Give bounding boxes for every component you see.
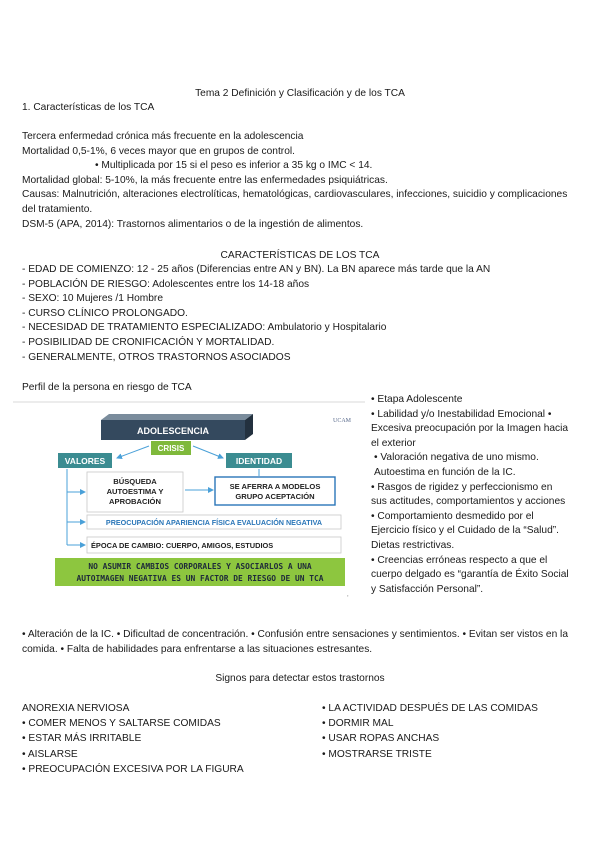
document-title: Tema 2 Definición y Clasificación y de los TCA	[195, 88, 405, 99]
arrow-to-identidad	[193, 446, 223, 458]
symptoms-paragraph: • Alteración de la IC. • Dificultad de concentración. • Confusión entre sensaciones y sentimientos. • Evitan ser vistos en la comida. • Falta de habilidades para enfrentarse a las situaciones estresantes.	[22, 629, 568, 655]
intro-line: DSM-5 (APA, 2014): Trastornos alimentarios o de la ingestión de alimentos.	[22, 218, 364, 230]
identidad-label: IDENTIDAD	[235, 456, 283, 466]
list-item: - POBLACIÓN DE RIESGO: Adolescentes entre los 14-18 años	[22, 278, 310, 290]
banner-line: AUTOIMAGEN NEGATIVA ES UN FACTOR DE RIESGO DE UN TCA	[76, 574, 324, 583]
sign-item: • AISLARSE	[22, 748, 78, 760]
corner-mark: ,	[347, 592, 349, 598]
intro-line: Tercera enfermedad crónica más frecuente en la adolescencia	[22, 131, 304, 142]
trait-item: • Rasgos de rigidez y perfeccionismo en sus actitudes, comportamientos y acciones	[371, 481, 566, 508]
ucam-logo: UCAM	[333, 418, 352, 424]
busqueda-line: APROBACIÓN	[109, 497, 161, 506]
list-item: - POSIBILIDAD DE CRONIFICACIÓN Y MORTALIDAD.	[22, 336, 275, 348]
adolescencia-label: ADOLESCENCIA	[136, 426, 210, 436]
trait-item: • Etapa Adolescente	[371, 394, 463, 405]
banner-line: NO ASUMIR CAMBIOS CORPORALES Y ASOCIARLOS A UNA	[88, 562, 312, 571]
sign-item: • MOSTRARSE TRISTE	[322, 748, 432, 760]
adolescencia-top	[101, 414, 253, 420]
sign-item: • ESTAR MÁS IRRITABLE	[22, 733, 142, 745]
risk-profile-diagram	[13, 400, 365, 608]
characteristics-list	[22, 263, 490, 365]
sign-item: • COMER MENOS Y SALTARSE COMIDAS	[22, 718, 221, 730]
list-item: - GENERALMENTE, OTROS TRASTORNOS ASOCIADOS	[22, 351, 291, 363]
trait-item: • Creencias erróneas respecto a que el cuerpo delgado es “garantía de Éxito Social y Satisfacción Personal”.	[371, 554, 569, 595]
trait-item: • Labilidad y/o Inestabilidad Emocional • Excesiva preocupación por la Imagen hacia el exterior	[371, 408, 569, 449]
trait-item: • Valoración negativa de uno mismo. Autoestima en función de la IC.	[374, 452, 539, 478]
signs-title: Signos para detectar estos trastornos	[215, 673, 385, 684]
busqueda-line: BÚSQUEDA	[113, 477, 157, 486]
list-item: - EDAD DE COMIENZO: 12 - 25 años (Diferencias entre AN y BN). La BN aparece más tarde que la AN	[22, 264, 491, 275]
sign-item: • LA ACTIVIDAD DESPUÉS DE LAS COMIDAS	[322, 703, 538, 714]
intro-line: Causas: Malnutrición, alteraciones electrolíticas, hematológicas, cardiovasculares, infecciones, suicidio y complicaciones del tratamiento.	[22, 189, 568, 215]
sign-item: • PREOCUPACIÓN EXCESIVA POR LA FIGURA	[22, 763, 244, 775]
aferra-line: SE AFERRA A MODELOS	[229, 482, 321, 491]
sign-item: ANOREXIA NERVIOSA	[22, 703, 130, 714]
list-item: - CURSO CLÍNICO PROLONGADO.	[22, 307, 188, 319]
aferra-line: GRUPO ACEPTACIÓN	[235, 492, 315, 501]
intro-line: Mortalidad global: 5-10%, la más frecuente entre las enfermedades psiquiátricas.	[22, 174, 388, 186]
intro-line: Mortalidad 0,5-1%, 6 veces mayor que en grupos de control.	[22, 145, 295, 157]
list-item: - NECESIDAD DE TRATAMIENTO ESPECIALIZADO: Ambulatorio y Hospitalario	[22, 322, 387, 334]
characteristics-title: CARACTERÍSTICAS DE LOS TCA	[220, 250, 380, 261]
preocupacion-label: PREOCUPACIÓN APARIENCIA FÍSICA EVALUACIÓN NEGATIVA	[105, 518, 323, 527]
profile-heading: Perfil de la persona en riesgo de TCA	[22, 382, 192, 393]
sign-item: • USAR ROPAS ANCHAS	[322, 733, 440, 745]
diagram-svg	[13, 400, 365, 608]
risk-traits-list	[371, 393, 571, 597]
list-item: - SEXO: 10 Mujeres /1 Hombre	[22, 293, 163, 305]
crisis-label: CRISIS	[157, 444, 185, 453]
signs-right-column	[322, 701, 538, 762]
busqueda-line: AUTOESTIMA Y	[106, 487, 164, 496]
section-heading: 1. Características de los TCA	[22, 102, 155, 113]
arrow-to-valores	[117, 446, 149, 458]
epoca-label: ÉPOCA DE CAMBIO: CUERPO, AMIGOS, ESTUDIOS	[91, 541, 274, 550]
intro-block	[22, 130, 582, 232]
valores-label: VALORES	[64, 456, 106, 466]
sign-item: • DORMIR MAL	[322, 718, 394, 730]
signs-left-column	[22, 701, 244, 777]
trait-item: • Comportamiento desmedido por el Ejercicio físico y el Cuidado de la “Salud”. Dietas restrictivas.	[371, 510, 559, 551]
intro-line: • Multiplicada por 15 si el peso es inferior a 35 kg o IMC < 14.	[95, 160, 373, 172]
